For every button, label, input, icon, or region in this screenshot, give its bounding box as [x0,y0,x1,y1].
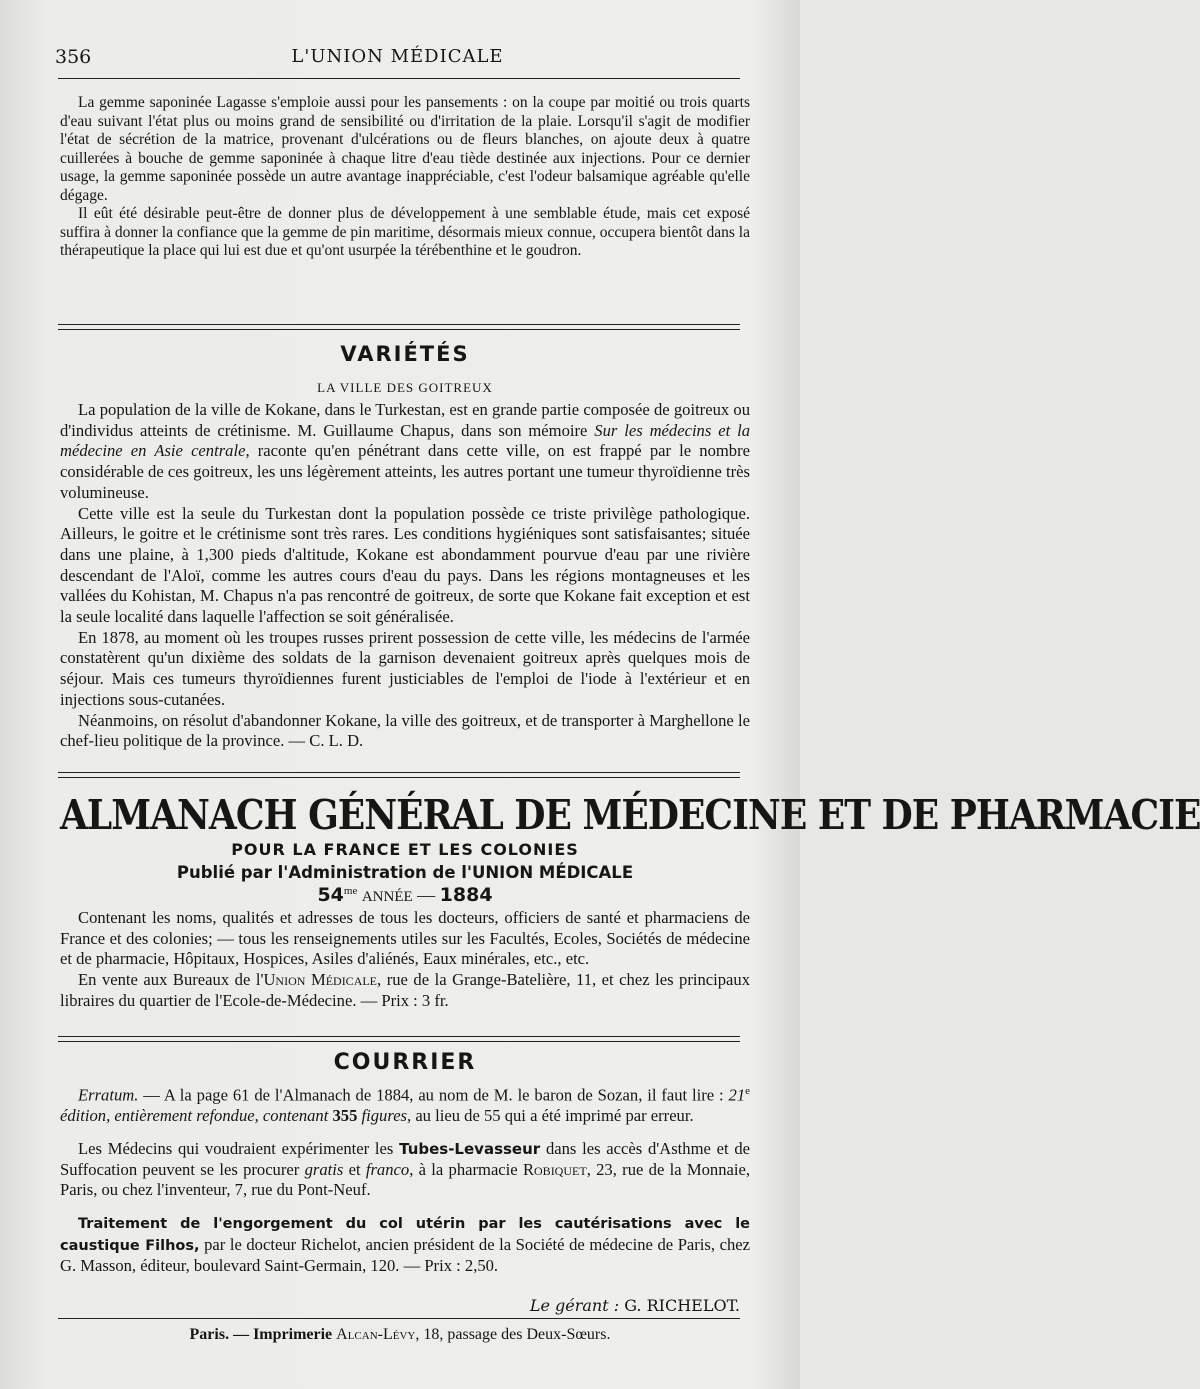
page-header [55,44,740,74]
almanach-section [60,790,1200,1012]
paragraph-gemme: La gemme saponinée Lagasse s'emploie aussi pour les pansements : on la coupe par moitié ou trois quarts d'eau suivant l'état plus ou moins grand de sensibilité ou d'irritation de la plaie. Lorsqu'il s'agit de modifier l'état de sécrétion de la matrice, provenant d'ulcérations ou de fleurs blanches, on ajoute deux à quatre cuillerées à bouche de gemme saponinée à chaque litre d'eau tiède destinée aux injections. Pour ce dernier usage, la gemme saponinée possède un autre avantage inappréciable, c'est l'odeur balsamique agréable qu'elle dégage. [60,94,750,204]
varietes-paragraph-3: En 1878, au moment où les troupes russes prirent possession de cette ville, les médecins de l'armée constatèrent qu'un dixième des soldats de la garnison devenaient goitreux après quelques mois de séjour. Mais ces tumeurs thyroïdiennes furent justiciables de l'emploi de l'iode à l'extérieur et en injections sous-cutanées. [60,627,750,709]
courrier-divider [58,1036,740,1042]
top-section [60,94,750,261]
printer-imprint: Paris. — Imprimerie Alcan-Lévy, 18, passage des Deux-Sœurs. [189,1326,611,1343]
page-number: 356 [55,46,92,68]
paragraph-conclusion: Il eût été désirable peut-être de donner plus de développement à une semblable étude, mais cet exposé suffira à donner la confiance que la gemme de pin maritime, désormais mieux connue, occupera bientôt dans la thérapeutique la place qui lui est due et qu'ont usurpée la térébenthine et le goudron. [60,205,750,259]
almanach-title: ALMANACH GÉNÉRAL DE MÉDECINE ET DE PHARMACIE [60,790,1200,840]
almanach-subtitle: POUR LA FRANCE ET LES COLONIES [231,840,579,859]
signature: Le gérant : G. RICHELOT. [529,1296,740,1315]
almanach-publisher: Publié par l'Administration de l'UNION MÉDICALE [176,863,634,882]
traitement-paragraph: Traitement de l'engorgement du col utérin par les cautérisations avec le caustique Filhos, par le docteur Richelot, ancien président de la Société de médecine de Paris, chez G. Masson, éditeur, boulevard Saint-Germain, 120. — Prix : 2,50. [60,1216,750,1276]
courrier-title: COURRIER [333,1050,477,1075]
almanach-edition: $54^{me}$ ANNÉE — 1884 [317,884,493,906]
almanach-divider [58,772,740,778]
varietes-paragraph-4: Néanmoins, on résolut d'abandonner Kokane, la ville des goitreux, et de transporter à Marghellone le chef-lieu politique de la province. — C. L. D. [60,710,750,751]
courrier-section [60,1050,750,1277]
erratum-paragraph: Erratum. — A la page 61 de l'Almanach de 1884, au nom de M. le baron de Sozan, il faut lire : 21e édition, entièrement refondue, contenant 355 figures, au lieu de 55 qui a été imprimé par erreur. [60,1085,750,1126]
varietes-subtitle: LA VILLE DES GOITREUX [317,380,493,395]
almanach-sale-info: En vente aux Bureaux de l'Union Médicale, rue de la Grange-Batelière, 11, et chez les principaux libraires du quartier de l'Ecole-de-Médecine. — Prix : 3 fr. [60,970,751,1010]
tubes-levasseur-paragraph: Les Médecins qui voudraient expérimenter les Tubes-Levasseur dans les accès d'Asthme et de Suffocation peuvent se les procurer gratis et franco, à la pharmacie Robiquet, 23, rue de la Monnaie, Paris, ou chez l'inventeur, 7, rue du Pont-Neuf. [60,1138,750,1200]
footer-rule [58,1318,740,1319]
running-title: L'UNION MÉDICALE [291,46,504,67]
section-divider [58,324,740,330]
varietes-section [60,342,750,752]
varietes-paragraph-2: Cette ville est la seule du Turkestan dont la population possède ce triste privilège pathologique. Ailleurs, le goitre et le crétinisme sont très rares. Les conditions hygiéniques sont satisfaisantes; située dans une plaine, à 1,300 pieds d'altitude, Kokane est abondamment pourvue d'eau par une rivière descendant de l'Aloï, comme les autres cours d'eau du pays. Dans les régions montagneuses et les vallées du Kohistan, M. Chapus n'a pas rencontré de goitreux, de sorte que Kokane fait exception et est la seule localité dans laquelle l'affection se soit généralisée. [60,503,750,627]
varietes-title: VARIÉTÉS [340,342,470,366]
header-rule [58,78,740,79]
almanach-description: Contenant les noms, qualités et adresses de tous les docteurs, officiers de santé et pharmaciens de France et des colonies; — tous les renseignements utiles sur les Facultés, Ecoles, Sociétés de médecine et de pharmacie, Hôpitaux, Hospices, Asiles d'aliénés, Eaux minérales, etc., etc. [60,908,750,969]
varietes-paragraph-1: La population de la ville de Kokane, dans le Turkestan, est en grande partie composée de goitreux ou d'individus atteints de crétinisme. M. Guillaume Chapus, dans son mémoire Sur les médecins et la médecine en Asie centrale, raconte qu'en pénétrant dans cette ville, on est frappé par le nombre considérable de ces goitreux, les uns légèrement atteints, les autres portant une tumeur thyroïdienne très volumineuse. [60,400,751,502]
